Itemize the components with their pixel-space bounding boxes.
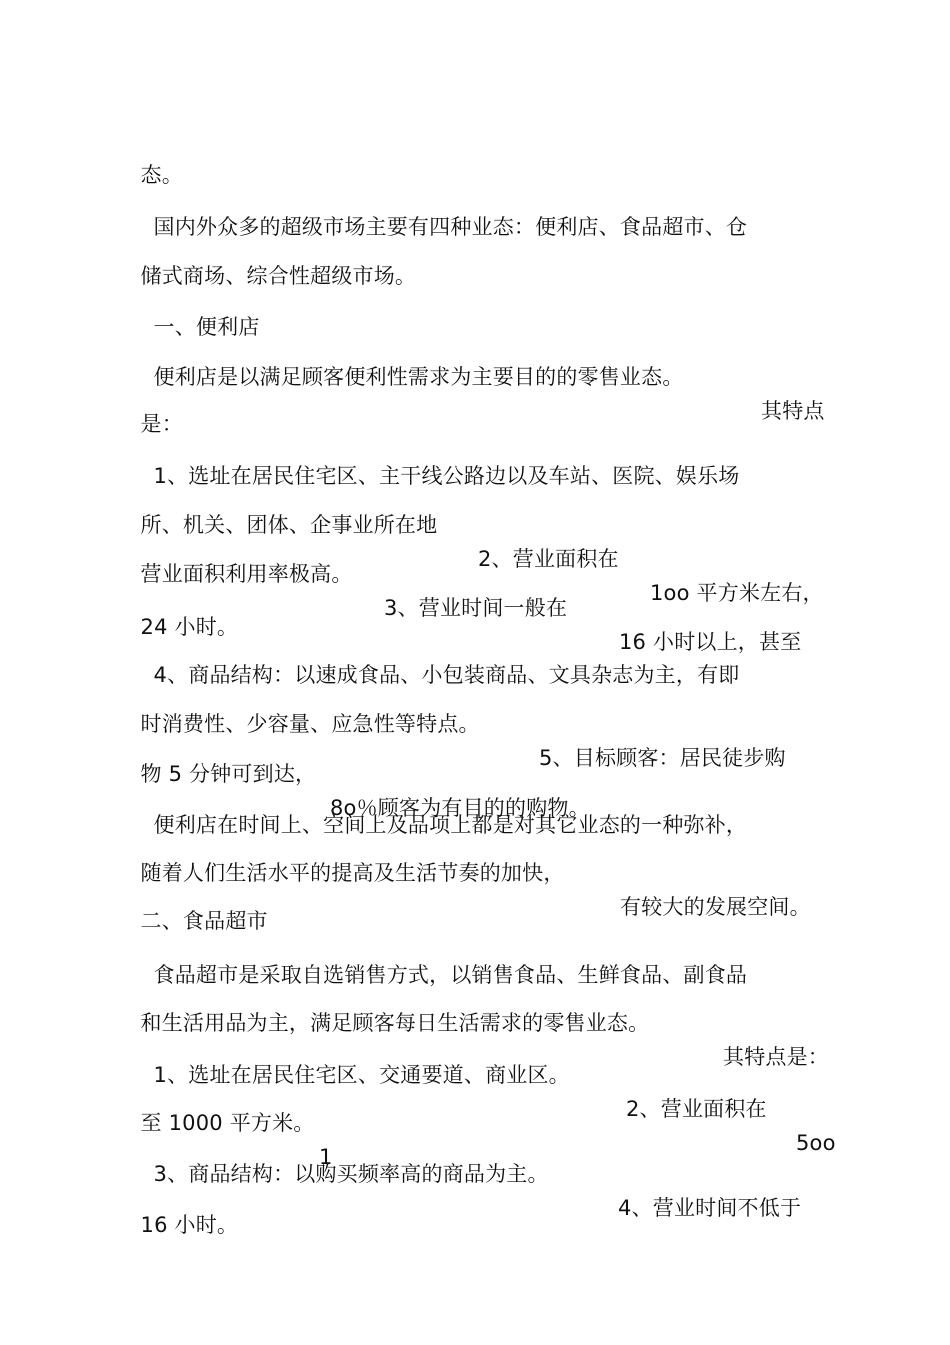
text-segment: 国内外众多的超级市场主要有四种业态：便利店、食品超市、仓 [153, 215, 748, 239]
text-segment: 其特点是： [723, 1045, 829, 1069]
text-segment: 3、商品结构：以购买频率高的商品为主。 [153, 1162, 549, 1186]
text-segment: 所、机关、团体、企事业所在地 [140, 513, 438, 537]
text-segment: 二、食品超市 [140, 909, 268, 933]
text-segment: 是： [140, 412, 183, 436]
text-segment: 2、营业面积在 [478, 547, 619, 571]
text-segment: 4、商品结构：以速成食品、小包装商品、文具杂志为主，有即 [153, 663, 740, 687]
text-line [126, 1123, 856, 1220]
text-segment: 5、目标顾客：居民徒步购 [539, 746, 786, 770]
text-segment: 随着人们生活水平的提高及生活节奏的加快， [140, 861, 565, 885]
text-segment: 4、营业时间不低于 [618, 1196, 802, 1220]
text-line [113, 972, 843, 1069]
text-line [113, 1174, 843, 1237]
text-segment: 和生活用品为主，满足顾客每日生活需求的零售业态。 [140, 1011, 650, 1035]
text-segment: 营业面积利用率极高。 [140, 562, 353, 586]
text-line [113, 576, 843, 639]
text-line [113, 124, 843, 187]
text-line [113, 822, 843, 919]
text-segment: 1 [319, 1145, 333, 1169]
text-segment: 16 小时。 [140, 1213, 239, 1237]
text-line [113, 225, 843, 288]
section-heading [126, 276, 856, 339]
text-segment: 24 小时。 [140, 615, 239, 639]
text-segment: 2、营业面积在 [626, 1097, 767, 1121]
text-segment: 3、营业时间一般在 [384, 596, 568, 620]
text-segment: 1oo 平方米左右， [650, 581, 824, 605]
text-segment: 有较大的发展空间。 [620, 895, 811, 919]
text-segment: 时消费性、少容量、应急性等特点。 [140, 712, 480, 736]
text-segment: 8o％顾客为有目的的购物。 [330, 796, 590, 820]
text-segment: 食品超市是采取自选销售方式，以销售食品、生鲜食品、副食品 [153, 963, 748, 987]
text-segment: 其特点 [761, 399, 825, 423]
text-segment: 便利店在时间上、空间上及品项上都是对其它业态的一种弥补， [153, 813, 748, 837]
text-segment: 1、选址在居民住宅区、交通要道、商业区。 [153, 1063, 570, 1087]
text-segment: 物 5 分钟可到达， [140, 762, 317, 786]
text-segment: 便利店是以满足顾客便利性需求为主要目的的零售业态。 [153, 365, 684, 389]
text-line [126, 326, 856, 423]
text-segment: 储式商场、综合性超级市场。 [140, 264, 417, 288]
text-segment: 态。 [140, 163, 183, 187]
text-line [126, 176, 856, 239]
text-segment: 5oo [796, 1131, 836, 1155]
text-line [126, 924, 856, 987]
text-line [126, 425, 856, 488]
text-line [113, 673, 843, 770]
text-segment: 1、选址在居民住宅区、主干线公路边以及车站、医院、娱乐场 [153, 464, 740, 488]
text-segment: 一、便利店 [153, 315, 260, 339]
text-segment: 16 小时以上，甚至 [619, 630, 802, 654]
text-line [126, 774, 856, 837]
text-line [126, 624, 856, 687]
text-segment: 至 1000 平方米。 [140, 1111, 315, 1135]
